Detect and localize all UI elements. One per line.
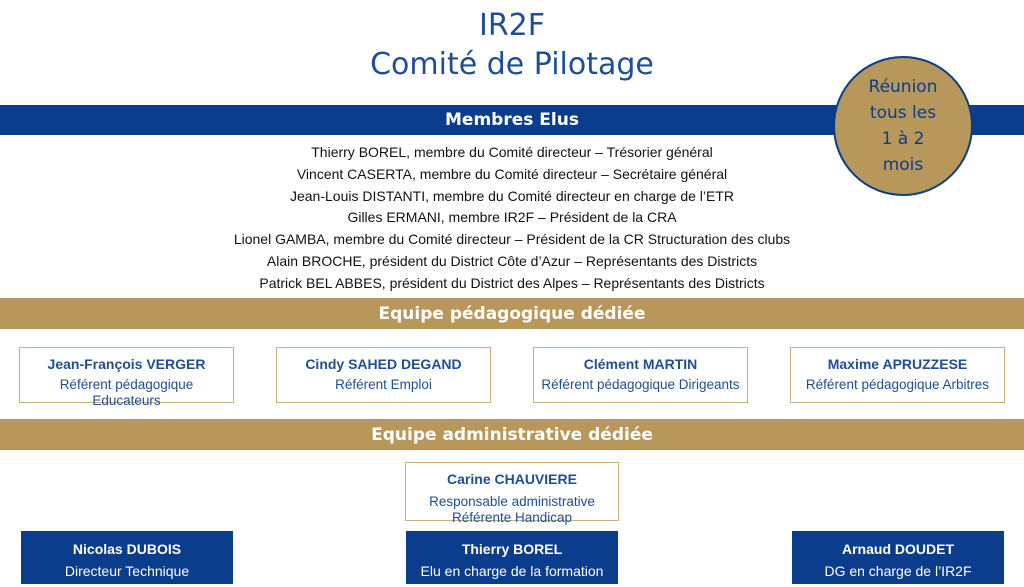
badge-line: Réunion (868, 77, 938, 97)
person-role: Elu en charge de la formation (420, 563, 604, 579)
role-line: Référent Emploi (335, 377, 432, 392)
leader-card-borel (406, 531, 618, 584)
member-item: Gilles ERMANI, membre IR2F – Président de la CRA (347, 209, 677, 226)
member-item: Thierry BOREL, membre du Comité directeur – Trésorier général (311, 144, 713, 160)
title-ir2f: IR2F (478, 8, 546, 43)
person-role: DG en charge de l’IR2F (824, 563, 972, 579)
member-item: Vincent CASERTA, membre du Comité directeur – Secrétaire général (296, 165, 728, 182)
role-line: Responsable administrative (429, 494, 595, 509)
elected-members-list (0, 142, 1024, 295)
section-header-label: Equipe pédagogique dédiée (378, 303, 646, 324)
person-name: Clément MARTIN (583, 356, 698, 372)
section-header-equipe-administrative (0, 419, 1024, 450)
person-role (406, 494, 618, 526)
member-item: Lionel GAMBA, membre du Comité directeur – Président de la CR Structuration des clubs (233, 231, 791, 248)
role-line: Référente Handicap (451, 510, 573, 525)
badge-line: mois (882, 155, 924, 175)
person-role (20, 377, 233, 409)
badge-line: tous les (869, 103, 937, 123)
section-header-equipe-pedagogique (0, 298, 1024, 329)
role-line: Educateurs (92, 393, 161, 408)
person-name: Arnaud DOUDET (842, 541, 954, 557)
person-role: Directeur Technique (64, 563, 190, 579)
person-name: Jean-François VERGER (47, 356, 206, 372)
member-item: Patrick BEL ABBES, président du District des Alpes – Représentants des Districts (259, 274, 765, 291)
person-role (534, 377, 747, 393)
person-name: Cindy SAHED DEGAND (305, 356, 462, 372)
pedagogical-card-verger (19, 347, 234, 408)
pedagogical-card-sahed-degand (276, 347, 491, 403)
member-item: Alain BROCHE, président du District Côte d’Azur – Représentants des Districts (266, 252, 758, 269)
admin-card-chauviere (405, 462, 619, 525)
person-name: Thierry BOREL (461, 541, 563, 557)
leader-card-doudet (792, 531, 1004, 584)
person-name: Carine CHAUVIERE (447, 471, 577, 487)
section-header-label: Equipe administrative dédiée (371, 424, 653, 445)
person-name: Maxime APRUZZESE (827, 356, 968, 372)
role-line: Référent pédagogique Dirigeants (541, 377, 740, 392)
pedagogical-card-martin (533, 347, 748, 403)
person-name: Nicolas DUBOIS (72, 541, 182, 557)
person-role (791, 377, 1004, 393)
leader-card-dubois (21, 531, 233, 584)
person-role (277, 377, 490, 393)
role-line: Référent pédagogique (59, 377, 194, 392)
member-item: Jean-Louis DISTANTI, membre du Comité directeur en charge de l’ETR (289, 187, 735, 204)
title-comite-de-pilotage: Comité de Pilotage (370, 47, 654, 82)
badge-line: 1 à 2 (881, 129, 925, 149)
pedagogical-card-apruzzese (790, 347, 1005, 403)
section-header-label: Membres Elus (445, 110, 579, 130)
role-line: Référent pédagogique Arbitres (805, 377, 990, 392)
